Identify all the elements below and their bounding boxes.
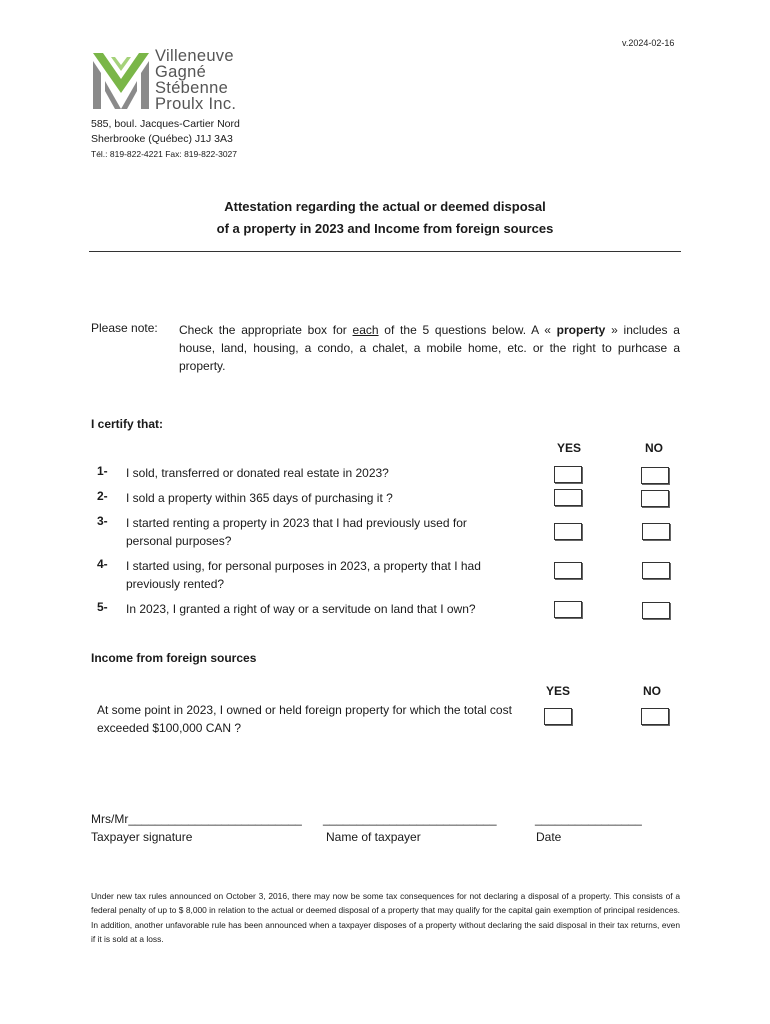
question-number: 4-: [97, 557, 108, 571]
question-text: In 2023, I granted a right of way or a servitude on land that I own?: [126, 602, 476, 616]
question-text: I started renting a property in 2023 that I had previously used for personal purposes?: [126, 516, 467, 548]
taxpayer-signature-field[interactable]: Mrs/Mr__________________________: [91, 812, 302, 826]
address-phone: Tél.: 819-822-4221 Fax: 819-822-3027: [91, 149, 238, 159]
company-logo-icon: [91, 51, 151, 111]
note-text-underlined: each: [352, 323, 379, 337]
footer-disclaimer: Under new tax rules announced on October 3, 2016, there may now be some tax consequences for not declaring a disposal of a property. This consists of a federal penalty of up to $ 8,000 in relation to the actual or deemed disposal of a property that may qualify for the capital gain exemption of principal residences. In addition, another unfavorable rule has been announced when a taxpayer disposes of a property without declaring the said disposal in their tax returns, even if it is sold at a loss.: [91, 891, 680, 944]
q4-no-checkbox[interactable]: [642, 562, 670, 579]
title-line-1: Attestation regarding the actual or deemed disposal: [224, 199, 546, 214]
q2-no-checkbox[interactable]: [641, 490, 669, 507]
question-number: 2-: [97, 489, 108, 503]
q3-no-checkbox[interactable]: [642, 523, 670, 540]
signature-label: Taxpayer signature: [91, 830, 193, 844]
note-text-part: Check the appropriate box for: [179, 323, 353, 337]
foreign-no-header: NO: [643, 684, 661, 698]
note-text-bold: property: [556, 323, 606, 337]
logo-line: Gagné: [155, 63, 207, 81]
question-number: 1-: [97, 464, 108, 478]
question-text: I started using, for personal purposes in 2023, a property that I had previously rented?: [126, 559, 481, 591]
foreign-yes-header: YES: [546, 684, 571, 698]
logo-line: Proulx Inc.: [155, 95, 237, 113]
q4-yes-checkbox[interactable]: [554, 562, 582, 579]
note-text: [179, 321, 680, 375]
q1-no-checkbox[interactable]: [641, 467, 669, 484]
company-name-logo: [155, 48, 236, 112]
logo-line: Stébenne: [155, 79, 229, 97]
company-address: [91, 117, 240, 162]
logo-line: Villeneuve: [155, 47, 234, 65]
address-city: Sherbrooke (Québec) J1J 3A3: [91, 133, 233, 145]
date-label: Date: [536, 830, 562, 844]
q3-yes-checkbox[interactable]: [554, 523, 582, 540]
foreign-no-checkbox[interactable]: [641, 708, 669, 725]
version-label: v.2024-02-16: [622, 38, 675, 48]
q5-yes-checkbox[interactable]: [554, 601, 582, 618]
title-line-2: of a property in 2023 and Income from foreign sources: [216, 221, 554, 236]
title-divider: [89, 251, 681, 252]
yes-column-header: YES: [557, 441, 582, 455]
question-number: 3-: [97, 514, 108, 528]
note-label: Please note:: [91, 321, 158, 335]
note-text-part: » includes a house, land, housing, a condo, a chalet, a mobile home, etc. or the right to purhcase a property.: [179, 323, 680, 373]
question-text: I sold a property within 365 days of purchasing it ?: [126, 491, 393, 505]
date-field[interactable]: ________________: [535, 812, 642, 826]
certify-heading: I certify that:: [91, 417, 164, 431]
question-number: 5-: [97, 600, 108, 614]
address-street: 585, boul. Jacques-Cartier Nord: [91, 118, 240, 130]
q1-yes-checkbox[interactable]: [554, 466, 582, 483]
no-column-header: NO: [645, 441, 663, 455]
foreign-question-text: At some point in 2023, I owned or held foreign property for which the total cost exceeded $100,000 CAN ?: [97, 703, 512, 735]
document-title: [0, 196, 770, 240]
q5-no-checkbox[interactable]: [642, 602, 670, 619]
taxpayer-name-field[interactable]: __________________________: [323, 812, 497, 826]
q2-yes-checkbox[interactable]: [554, 489, 582, 506]
foreign-income-heading: Income from foreign sources: [91, 651, 257, 665]
note-text-part: of the 5 questions below. A «: [378, 323, 557, 337]
question-text: I sold, transferred or donated real estate in 2023?: [126, 466, 389, 480]
foreign-yes-checkbox[interactable]: [544, 708, 572, 725]
name-label: Name of taxpayer: [326, 830, 421, 844]
